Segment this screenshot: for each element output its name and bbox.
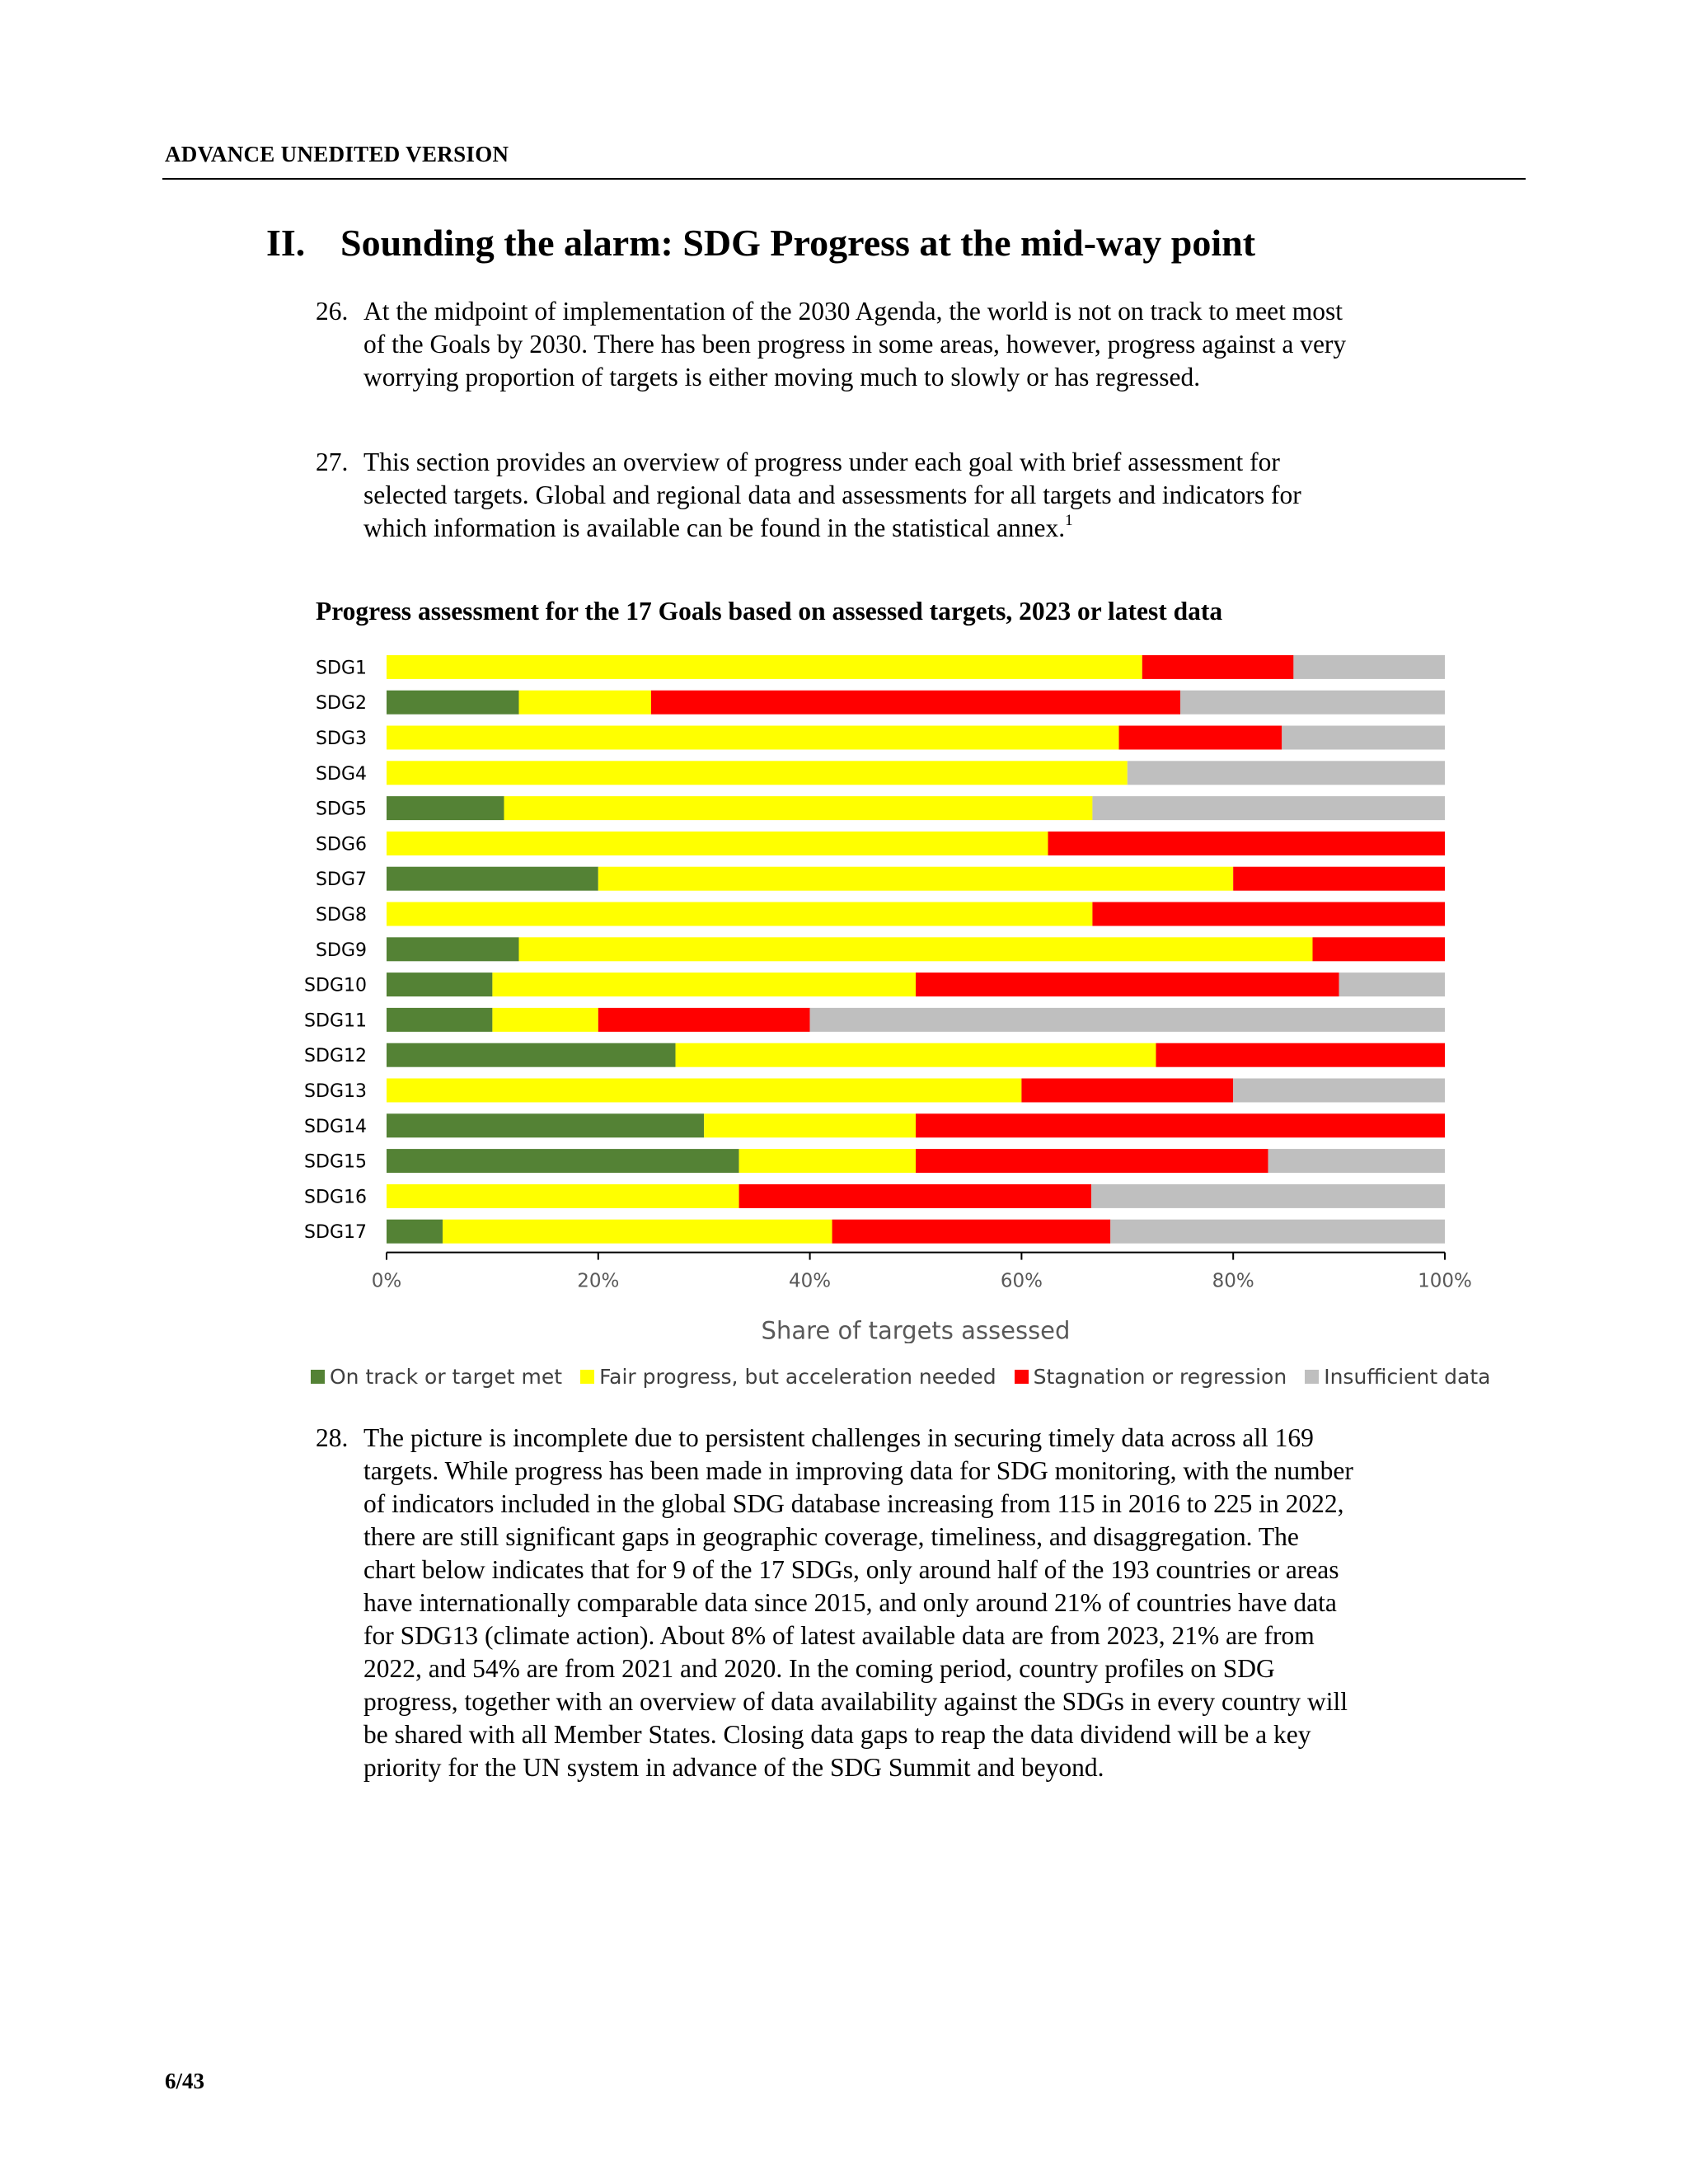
bar-segment-sdg10-series2 (492, 972, 916, 996)
legend-label: Stagnation or regression (1033, 1365, 1287, 1389)
bar-segment-sdg17-series1 (387, 1220, 443, 1244)
bar-segment-sdg3-series3 (1119, 726, 1282, 750)
paragraph-number: 27. (316, 448, 349, 476)
bar-segment-sdg13-series3 (1021, 1079, 1233, 1103)
bar-segment-sdg2-series2 (519, 691, 652, 715)
paragraph-27 (316, 446, 1354, 545)
bar-segment-sdg9-series2 (519, 937, 1313, 961)
paragraph-28 (316, 1422, 1354, 1784)
bar-segment-sdg17-series4 (1110, 1220, 1445, 1244)
category-label-sdg16: SDG16 (304, 1187, 367, 1208)
bar-segment-sdg15-series3 (916, 1149, 1268, 1173)
paragraph-number: 26. (316, 297, 349, 326)
bar-segment-sdg5-series2 (504, 796, 1093, 820)
legend-label: Insufficient data (1324, 1365, 1491, 1389)
bar-segment-sdg11-series1 (387, 1008, 492, 1032)
bar-segment-sdg6-series2 (387, 832, 1048, 855)
header-rule (162, 178, 1526, 180)
x-tick-label: 80% (1212, 1270, 1254, 1292)
bar-segment-sdg16-series4 (1091, 1184, 1445, 1208)
bar-segment-sdg2-series1 (387, 691, 519, 715)
bar-segment-sdg11-series2 (492, 1008, 598, 1032)
category-label-sdg8: SDG8 (316, 905, 367, 926)
stacked-bar-chart (288, 635, 1484, 1343)
legend-swatch (1305, 1370, 1319, 1384)
bar-segment-sdg13-series2 (387, 1079, 1021, 1103)
chart-legend (311, 1365, 1508, 1389)
bar-segment-sdg12-series1 (387, 1043, 676, 1067)
legend-label: On track or target met (330, 1365, 563, 1389)
bar-segment-sdg2-series4 (1180, 691, 1445, 715)
paragraph-text: The picture is incomplete due to persistent challenges in securing timely data across all 169 targets. While progress has been made in improving data for SDG monitoring, with the number of indicators included in the global SDG database increasing from 115 in 2016 to 225 in 2022, there are still significant gaps in geographic coverage, timeliness, and disaggregation. The chart below indicates that for 9 of the 17 SDGs, only around half of the 193 countries or areas have internationally comparable data since 2015, and only around 21% of countries have data for SDG13 (climate action). About 8% of latest available data are from 2023, 21% are from 2022, and 54% are from 2021 and 2020. In the coming period, country profiles on SDG progress, together with an overview of data availability against the SDGs in every country will be shared with all Member States. Closing data gaps to reap the data dividend will be a key priority for the UN system in advance of the SDG Summit and beyond. (363, 1423, 1353, 1782)
bar-segment-sdg11-series3 (598, 1008, 810, 1032)
bar-segment-sdg14-series1 (387, 1113, 704, 1137)
legend-item-series3 (1015, 1365, 1287, 1389)
bar-segment-sdg1-series3 (1142, 655, 1294, 679)
category-label-sdg11: SDG11 (304, 1010, 367, 1032)
legend-swatch (580, 1370, 594, 1384)
bar-segment-sdg5-series4 (1092, 796, 1445, 820)
category-label-sdg6: SDG6 (316, 834, 367, 855)
bar-segment-sdg3-series2 (387, 726, 1119, 750)
bar-segment-sdg12-series3 (1156, 1043, 1445, 1067)
category-label-sdg13: SDG13 (304, 1081, 367, 1102)
bar-segment-sdg15-series4 (1268, 1149, 1445, 1173)
bar-segment-sdg10-series3 (916, 972, 1339, 996)
bar-segment-sdg17-series3 (832, 1220, 1111, 1244)
paragraph-number: 28. (316, 1423, 349, 1452)
category-label-sdg12: SDG12 (304, 1046, 367, 1067)
x-tick-label: 100% (1418, 1270, 1472, 1292)
category-label-sdg17: SDG17 (304, 1222, 367, 1244)
chart-title: Progress assessment for the 17 Goals based on assessed targets, 2023 or latest data (316, 597, 1223, 626)
bar-segment-sdg4-series2 (387, 761, 1128, 785)
x-tick-label: 40% (789, 1270, 832, 1292)
bar-segment-sdg11-series4 (810, 1008, 1445, 1032)
x-tick-label: 60% (1000, 1270, 1043, 1292)
legend-label: Fair progress, but acceleration needed (599, 1365, 996, 1389)
bar-segment-sdg5-series1 (387, 796, 504, 820)
legend-swatch (1015, 1370, 1029, 1384)
bar-segment-sdg8-series2 (387, 902, 1092, 926)
bar-segment-sdg6-series3 (1048, 832, 1446, 855)
bar-segment-sdg10-series1 (387, 972, 492, 996)
bar-segment-sdg16-series2 (387, 1184, 739, 1208)
bar-segment-sdg9-series3 (1313, 937, 1446, 961)
paragraph-text: This section provides an overview of progress under each goal with brief assessment for selected targets. Global and regional data and assessments for all targets and indicators for which information is available can be found in the statistical annex. (363, 448, 1301, 542)
category-label-sdg2: SDG2 (316, 693, 367, 715)
category-label-sdg7: SDG7 (316, 869, 367, 891)
legend-item-series1 (311, 1365, 562, 1389)
legend-swatch (311, 1370, 325, 1384)
bar-segment-sdg14-series3 (916, 1113, 1445, 1137)
bar-segment-sdg17-series2 (443, 1220, 832, 1244)
bar-segment-sdg10-series4 (1339, 972, 1445, 996)
paragraph-text: At the midpoint of implementation of the 2030 Agenda, the world is not on track to meet most of the Goals by 2030. There has been progress in some areas, however, progress against a very worrying proportion of targets is either moving much to slowly or has regressed. (363, 297, 1347, 391)
bar-segment-sdg14-series2 (704, 1113, 916, 1137)
bar-segment-sdg1-series4 (1293, 655, 1445, 679)
section-title (266, 221, 1255, 265)
legend-item-series4 (1305, 1365, 1490, 1389)
category-label-sdg3: SDG3 (316, 729, 367, 749)
bar-segment-sdg15-series2 (739, 1149, 916, 1173)
bar-segment-sdg2-series3 (651, 691, 1180, 715)
bar-segment-sdg4-series4 (1128, 761, 1445, 785)
bar-segment-sdg1-series2 (387, 655, 1142, 679)
category-label-sdg5: SDG5 (316, 799, 367, 820)
bar-segment-sdg9-series1 (387, 937, 519, 961)
paragraph-26 (316, 295, 1354, 394)
bar-segment-sdg7-series2 (598, 867, 1233, 891)
bar-segment-sdg7-series3 (1233, 867, 1445, 891)
category-label-sdg14: SDG14 (304, 1116, 367, 1137)
legend-item-series2 (580, 1365, 996, 1389)
category-label-sdg10: SDG10 (304, 975, 367, 996)
bar-segment-sdg12-series2 (676, 1043, 1156, 1067)
category-label-sdg1: SDG1 (316, 658, 367, 679)
x-tick-label: 0% (371, 1270, 402, 1292)
bar-segment-sdg3-series4 (1282, 726, 1445, 750)
bar-segment-sdg13-series4 (1233, 1079, 1445, 1103)
x-tick-label: 20% (577, 1270, 620, 1292)
header-label: ADVANCE UNEDITED VERSION (165, 142, 509, 166)
category-label-sdg4: SDG4 (316, 763, 367, 785)
section-title-text: Sounding the alarm: SDG Progress at the mid-way point (340, 222, 1256, 264)
bar-segment-sdg8-series3 (1092, 902, 1445, 926)
section-number: II. (266, 222, 306, 264)
category-label-sdg9: SDG9 (316, 940, 367, 961)
category-label-sdg15: SDG15 (304, 1151, 367, 1173)
page-number: 6/43 (165, 2069, 205, 2093)
bar-segment-sdg15-series1 (387, 1149, 739, 1173)
x-axis-title: Share of targets assessed (761, 1316, 1071, 1343)
bar-segment-sdg7-series1 (387, 867, 598, 891)
footnote-ref[interactable]: 1 (1065, 512, 1073, 529)
bar-segment-sdg16-series3 (739, 1184, 1092, 1208)
